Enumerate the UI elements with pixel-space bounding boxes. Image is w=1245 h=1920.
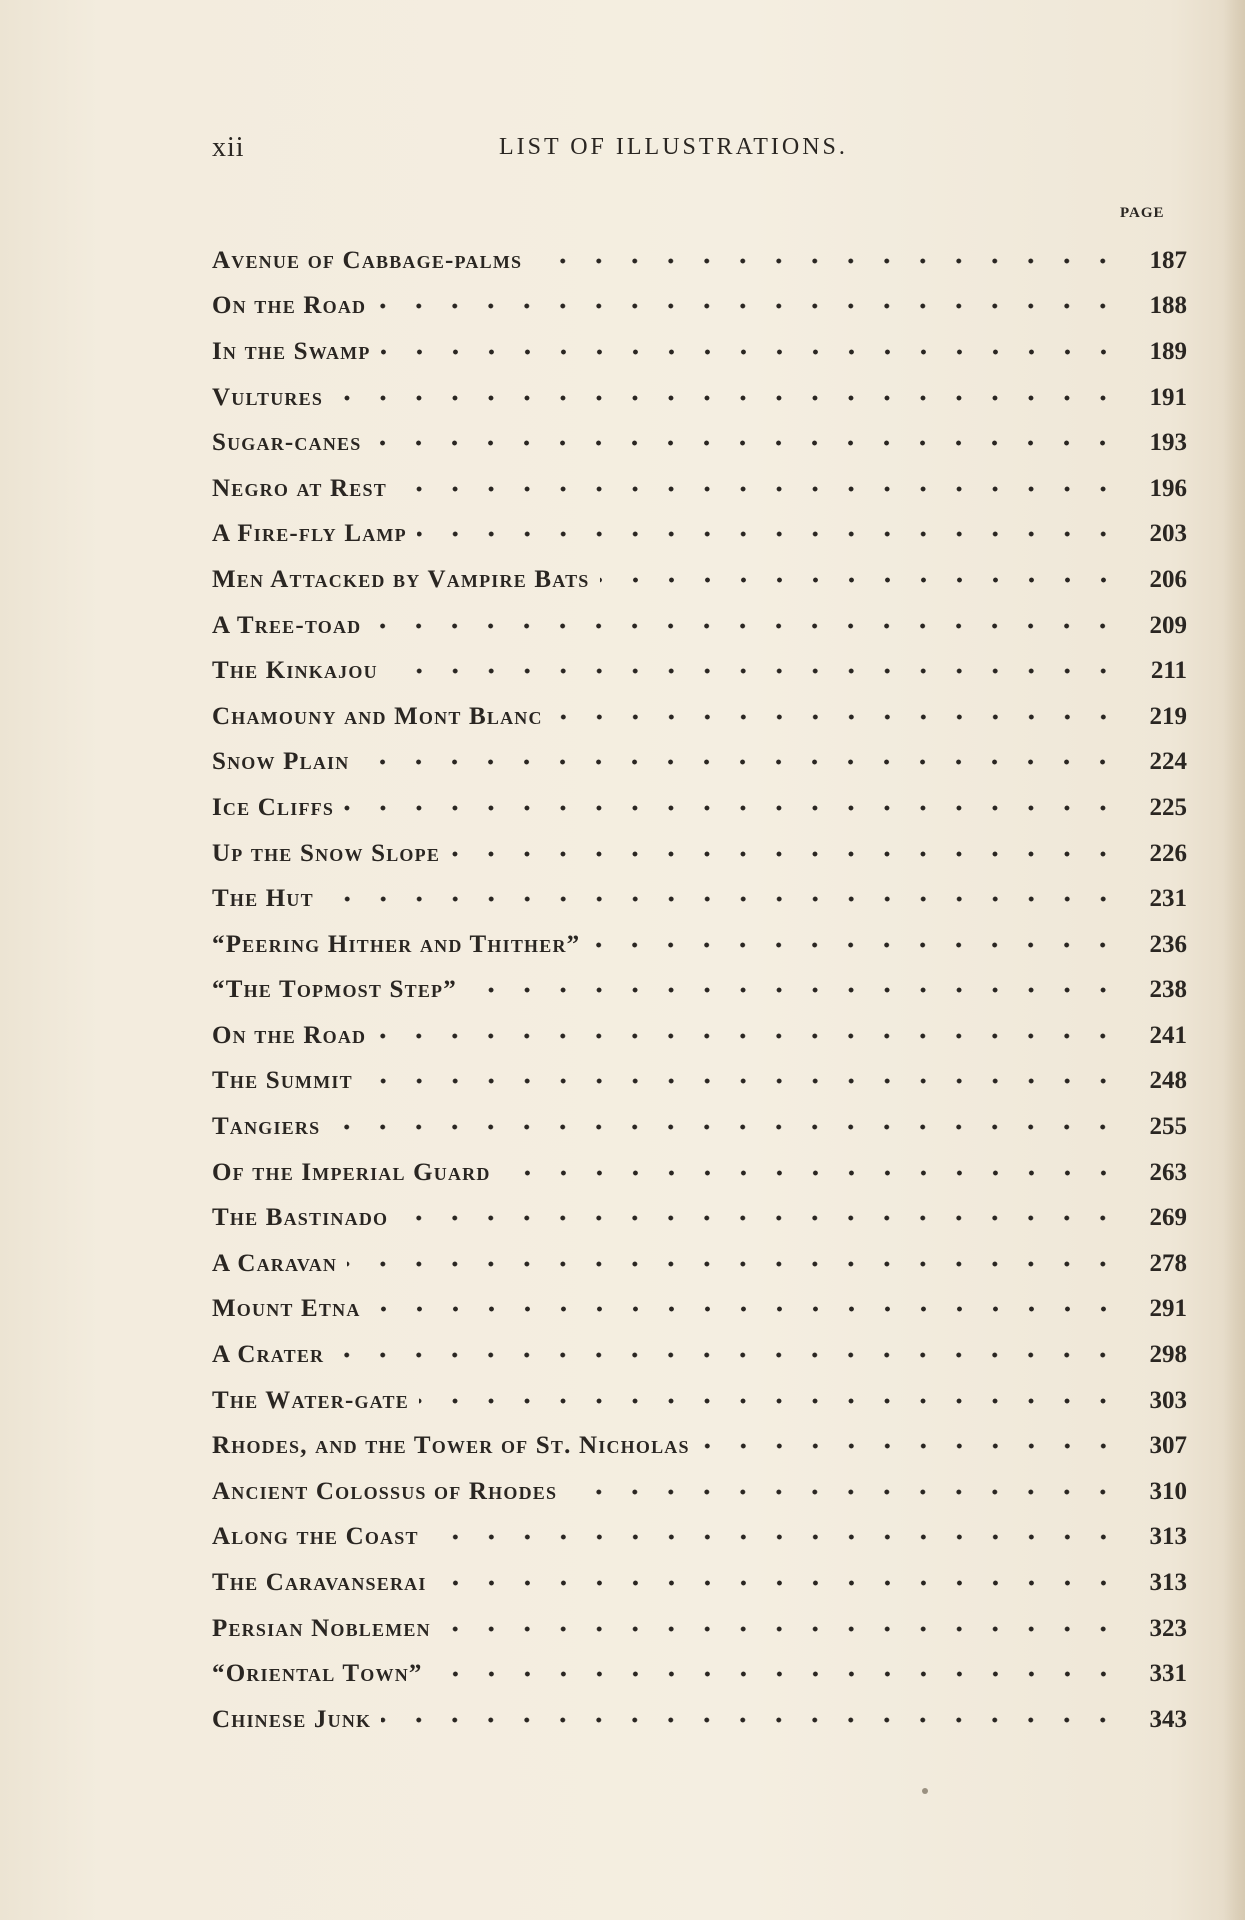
illustration-page-number: 187 — [1149, 246, 1187, 274]
illustration-title: Ancient Colossus of Rhodes — [212, 1477, 558, 1505]
dot-leader — [429, 1532, 1121, 1542]
dot-leader — [700, 1441, 1121, 1451]
dot-leader — [363, 1076, 1121, 1086]
illustration-entry — [212, 420, 1187, 466]
illustration-page-number: 313 — [1149, 1569, 1187, 1597]
illustration-entry — [212, 648, 1187, 694]
dot-leader — [333, 393, 1121, 403]
dot-leader — [388, 666, 1121, 676]
running-head — [212, 132, 902, 172]
dot-leader — [600, 575, 1121, 585]
illustration-title: Chamouny and Mont Blanc — [212, 702, 543, 730]
dot-leader — [397, 484, 1121, 494]
dot-leader — [344, 803, 1121, 813]
page-heading: LIST OF ILLUSTRATIONS. — [499, 134, 848, 160]
illustration-entry — [212, 1287, 1187, 1333]
page-column-label: PAGE — [1120, 205, 1165, 221]
illustration-title: A Tree-toad — [212, 611, 362, 639]
illustration-title: Up the Snow Slope — [212, 839, 441, 867]
illustration-page-number: 307 — [1149, 1432, 1187, 1460]
illustration-entry — [212, 740, 1187, 786]
dot-leader — [371, 621, 1121, 631]
dot-leader — [433, 1669, 1121, 1679]
illustration-page-number: 224 — [1149, 748, 1187, 776]
illustration-page-number: 298 — [1149, 1341, 1187, 1369]
dot-leader — [376, 1031, 1121, 1041]
illustration-page-number: 189 — [1149, 337, 1187, 365]
dot-leader — [417, 529, 1121, 539]
dot-leader — [419, 1396, 1121, 1406]
illustration-page-number: 209 — [1149, 611, 1187, 639]
illustration-entry — [212, 1378, 1187, 1424]
illustration-page-number: 196 — [1149, 474, 1187, 502]
illustration-title: Of the Imperial Guard — [212, 1158, 491, 1186]
illustration-page-number: 269 — [1149, 1204, 1187, 1232]
illustration-page-number: 323 — [1149, 1614, 1187, 1642]
illustration-entry — [212, 1059, 1187, 1105]
illustration-entry — [212, 557, 1187, 603]
illustration-entry — [212, 785, 1187, 831]
illustration-title: In the Swamp — [212, 337, 371, 365]
illustration-entry — [212, 466, 1187, 512]
illustration-title: “Oriental Town” — [212, 1660, 423, 1688]
dot-leader — [590, 940, 1121, 950]
illustration-entry — [212, 1469, 1187, 1515]
illustration-entry — [212, 1606, 1187, 1652]
illustration-page-number: 203 — [1149, 520, 1187, 548]
dot-leader — [330, 1122, 1121, 1132]
illustration-title: On the Road — [212, 1021, 367, 1049]
page-number: xii — [212, 132, 245, 163]
illustration-title: A Caravan — [212, 1249, 338, 1277]
illustration-entry — [212, 1332, 1187, 1378]
illustration-title: Persian Noblemen — [212, 1614, 431, 1642]
illustration-page-number: 191 — [1149, 383, 1187, 411]
illustration-page-number: 248 — [1149, 1067, 1187, 1095]
illustration-page-number: 310 — [1149, 1477, 1187, 1505]
dot-leader — [441, 1624, 1121, 1634]
illustration-title: The Water-gate — [212, 1386, 409, 1414]
illustration-page-number: 238 — [1149, 976, 1187, 1004]
illustration-entry — [212, 1104, 1187, 1150]
illustration-page-number: 193 — [1149, 429, 1187, 457]
dot-leader — [371, 1304, 1121, 1314]
illustration-title: Ice Cliffs — [212, 793, 335, 821]
dot-leader — [347, 1259, 1121, 1269]
dot-leader — [567, 1487, 1121, 1497]
illustration-page-number: 226 — [1149, 839, 1187, 867]
illustration-title: “Peering Hither and Thither” — [212, 930, 581, 958]
illustration-title: Negro at Rest — [212, 474, 387, 502]
illustration-title: Avenue of Cabbage-palms — [212, 246, 523, 274]
illustration-entry — [212, 1697, 1187, 1743]
dot-leader — [398, 1213, 1121, 1223]
illustration-title: The Kinkajou — [212, 657, 378, 685]
illustration-entry — [212, 238, 1187, 284]
illustration-entry — [212, 1515, 1187, 1561]
illustration-entry — [212, 1241, 1187, 1287]
dot-leader — [359, 757, 1121, 767]
dot-leader — [324, 894, 1121, 904]
illustration-entry — [212, 922, 1187, 968]
illustration-page-number: 188 — [1149, 292, 1187, 320]
illustration-title: The Caravanserai — [212, 1569, 427, 1597]
illustration-entry — [212, 603, 1187, 649]
illustration-title: The Hut — [212, 885, 314, 913]
illustration-title: Snow Plain — [212, 748, 350, 776]
dot-leader — [381, 347, 1121, 357]
illustration-title: Along the Coast — [212, 1523, 419, 1551]
dot-leader — [467, 985, 1121, 995]
illustration-page-number: 331 — [1149, 1660, 1187, 1688]
illustration-list — [212, 238, 1187, 1743]
dot-leader — [450, 849, 1121, 859]
illustration-title: Vultures — [212, 383, 324, 411]
dot-leader — [371, 438, 1121, 448]
ink-speck — [922, 1788, 928, 1794]
illustration-title: Chinese Junk — [212, 1705, 372, 1733]
illustration-title: Tangiers — [212, 1113, 321, 1141]
illustration-page-number: 231 — [1149, 885, 1187, 913]
illustration-page-number: 225 — [1149, 793, 1187, 821]
illustration-entry — [212, 1150, 1187, 1196]
illustration-entry — [212, 1651, 1187, 1697]
illustration-page-number: 263 — [1149, 1158, 1187, 1186]
illustration-title: A Fire-fly Lamp — [212, 520, 407, 548]
illustration-title: Sugar-canes — [212, 429, 362, 457]
illustration-title: “The Topmost Step” — [212, 976, 457, 1004]
illustration-entry — [212, 694, 1187, 740]
illustration-title: The Bastinado — [212, 1204, 389, 1232]
illustration-title: Men Attacked by Vampire Bats — [212, 565, 590, 593]
illustration-page-number: 278 — [1149, 1249, 1187, 1277]
illustration-page-number: 303 — [1149, 1386, 1187, 1414]
dot-leader — [532, 256, 1121, 266]
illustration-page-number: 313 — [1149, 1523, 1187, 1551]
illustration-page-number: 255 — [1149, 1113, 1187, 1141]
illustration-title: On the Road — [212, 292, 367, 320]
dot-leader — [501, 1168, 1121, 1178]
illustration-entry — [212, 968, 1187, 1014]
illustration-page-number: 206 — [1149, 565, 1187, 593]
illustration-page-number: 291 — [1149, 1295, 1187, 1323]
illustration-page-number: 241 — [1149, 1021, 1187, 1049]
illustration-title: A Crater — [212, 1341, 325, 1369]
illustration-entry — [212, 1423, 1187, 1469]
illustration-page-number: 211 — [1150, 657, 1187, 685]
illustration-entry — [212, 284, 1187, 330]
illustration-title: Mount Etna — [212, 1295, 361, 1323]
illustration-page-number: 343 — [1149, 1705, 1187, 1733]
dot-leader — [334, 1350, 1121, 1360]
illustration-entry — [212, 1560, 1187, 1606]
illustration-title: Rhodes, and the Tower of St. Nicholas — [212, 1432, 690, 1460]
illustration-title: The Summit — [212, 1067, 353, 1095]
dot-leader — [376, 301, 1121, 311]
illustration-entry — [212, 1013, 1187, 1059]
illustration-entry — [212, 1195, 1187, 1241]
page-edge-shadow — [1223, 0, 1245, 1920]
illustration-page-number: 219 — [1149, 702, 1187, 730]
illustration-entry — [212, 375, 1187, 421]
dot-leader — [437, 1578, 1121, 1588]
illustration-entry — [212, 329, 1187, 375]
illustration-entry — [212, 831, 1187, 877]
illustration-entry — [212, 876, 1187, 922]
illustration-page-number: 236 — [1149, 930, 1187, 958]
dot-leader — [553, 712, 1121, 722]
dot-leader — [381, 1715, 1121, 1725]
illustration-entry — [212, 512, 1187, 558]
